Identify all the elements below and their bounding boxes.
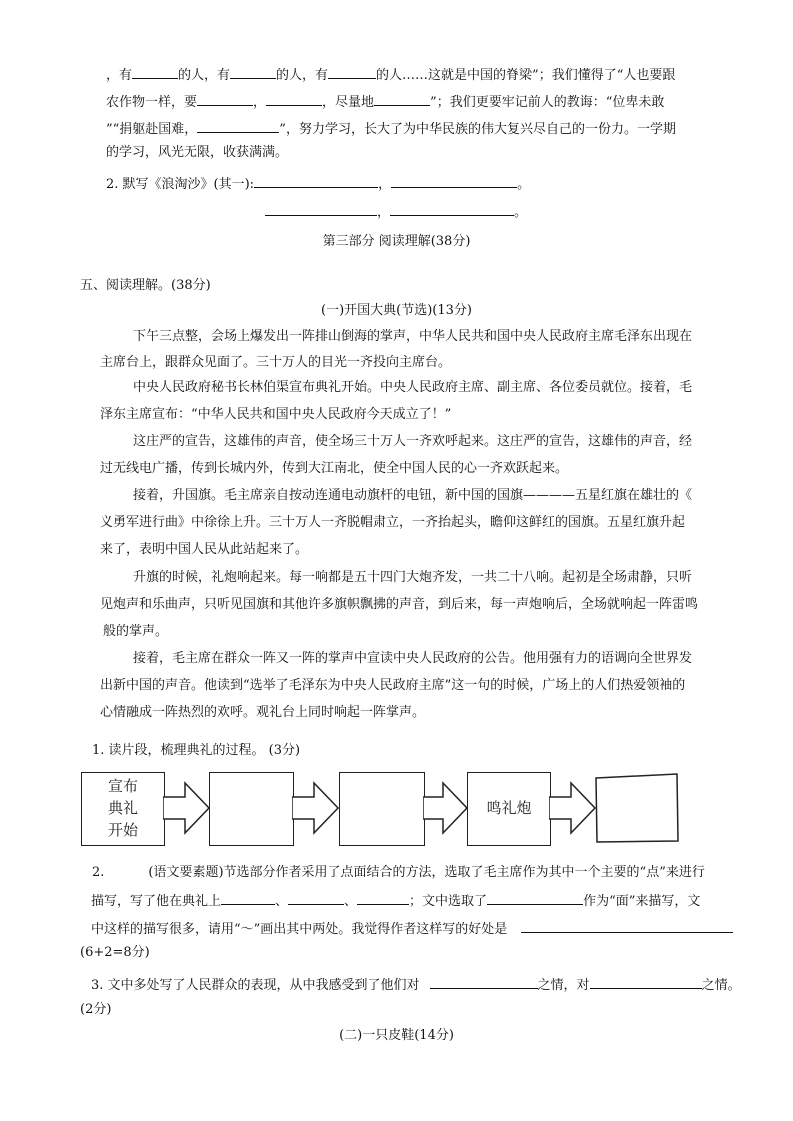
passage-line: 来了，表明中国人民从此站起来了。 [100, 542, 309, 557]
top-line-1: ，有 的人，有 的人，有 的人……这就是中国的脊梁”；我们懂得了“人也要跟 [106, 68, 676, 83]
question-3: 3. 文中多处写了人民群众的表现，从中我感受到了他们对 之情，对 之情。 [91, 978, 741, 993]
question-2: 2. (语文要素题)节选部分作者采用了点面结合的方法，选取了毛主席作为其中一个主要的“点”来进行 [92, 865, 705, 880]
passage-line: 心情融成一阵热烈的欢呼。观礼台上同时响起一阵掌声。 [100, 705, 426, 720]
passage-line: 泽东主席宣布：“中华人民共和国中央人民政府今天成立了！” [100, 407, 452, 422]
passage-line: 下午三点整，会场上爆发出一阵排山倒海的掌声，中华人民共和国中央人民政府主席毛泽东出现在 [133, 329, 693, 344]
flow-arrow-icon [292, 780, 340, 836]
passage-line: 见炮声和乐曲声，只听见国旗和其他许多旗帜飘拂的声音，到后来，每一声炮响后，全场就响起一阵雷鸣 [100, 597, 699, 612]
blank[interactable] [254, 175, 378, 188]
blank[interactable] [221, 892, 275, 905]
flow-box-2[interactable] [209, 772, 294, 846]
blank[interactable] [288, 892, 344, 905]
blank[interactable] [266, 93, 322, 106]
blank[interactable] [197, 93, 253, 106]
blank[interactable] [132, 66, 178, 79]
blank[interactable] [521, 920, 733, 933]
part-3-title: 第三部分 阅读理解(38分) [322, 234, 471, 249]
passage-line: 般的掌声。 [103, 624, 169, 639]
blank[interactable] [328, 66, 376, 79]
flow-box-1-text: 宣布 典礼 开始 [107, 777, 138, 839]
question-1: 1. 读片段，梳理典礼的过程。 (3分) [92, 743, 301, 758]
flow-arrow-icon [163, 780, 211, 836]
blank[interactable] [390, 203, 514, 216]
blank[interactable] [230, 66, 276, 79]
question-3-points: (2分) [80, 1002, 112, 1017]
top-line-3: ”“捐躯赴国难， ”，努力学习，长大了为中华民族的伟大复兴尽自己的一份力。一学期 [106, 122, 676, 137]
blank[interactable] [430, 976, 538, 989]
passage-line: 主席台上，跟群众见面了。三十万人的目光一齐投向主席台。 [100, 355, 452, 370]
flow-arrow-icon [423, 780, 469, 836]
flow-box-3[interactable] [339, 772, 425, 846]
flow-box-4-text: 鸣礼炮 [486, 799, 532, 817]
passage-line: 这庄严的宣告，这雄伟的声音，使全场三十万人一齐欢呼起来。这庄严的宣告，这雄伟的声音，经 [133, 434, 693, 449]
blank[interactable] [197, 120, 279, 133]
blank[interactable] [265, 203, 377, 216]
passage-line: 过无线电广播，传到长城内外，传到大江南北，使全中国人民的心一齐欢跃起来。 [100, 461, 569, 476]
blank[interactable] [374, 93, 430, 106]
blank[interactable] [590, 976, 702, 989]
question-2-dictation: 2. 默写《浪淘沙》(其一): ， 。 [106, 177, 531, 192]
section-5-title: 五、阅读理解。(38分) [80, 278, 211, 293]
passage-line: 出新中国的声音。他读到“选举了毛泽东为中央人民政府主席”这一句的时候，广场上的人们热爱领袖的 [100, 678, 686, 693]
passage-1-title: (一)开国大典(节选)(13分) [321, 303, 472, 318]
passage-line: 中央人民政府秘书长林伯渠宣布典礼开始。中央人民政府主席、副主席、各位委员就位。接着，毛 [133, 380, 693, 395]
blank[interactable] [391, 175, 517, 188]
top-line-4: 的学习，风光无限，收获满满。 [106, 145, 289, 160]
passage-line: 接着，升国旗。毛主席亲自按动连通电动旗杆的电钮，新中国的国旗————五星红旗在雄壮的《 [133, 488, 693, 503]
question-2-points: (6+2=8分) [80, 945, 150, 960]
question-2-line-2: 描写，写了他在典礼上 、 、 ；文中选取了 作为“面”来描写，文 [91, 894, 701, 909]
passage-line: 义勇军进行曲》中徐徐上升。三十万人一齐脱帽肃立，一齐抬起头，瞻仰这鲜红的国旗。五星红旗升起 [100, 515, 686, 530]
top-line-2: 农作物一样，要 ， ，尽量地 ”；我们更要牢记前人的教诲：“位卑未敢 [106, 95, 665, 110]
blank[interactable] [487, 892, 583, 905]
flow-arrow-icon [549, 780, 597, 836]
passage-line: 升旗的时候，礼炮响起来。每一响都是五十四门大炮齐发，一共二十八响。起初是全场肃静，只听 [133, 570, 693, 585]
question-2-dictation-line-2: ， 。 [265, 203, 527, 219]
passage-2-title: (二)一只皮鞋(14分) [339, 1028, 454, 1043]
flow-box-5[interactable] [594, 772, 680, 844]
blank[interactable] [357, 892, 409, 905]
passage-line: 接着，毛主席在群众一阵又一阵的掌声中宣读中央人民政府的公告。他用强有力的语调向全世界发 [133, 651, 693, 666]
question-2-line-3: 中这样的描写很多，请用“～”画出其中两处。我觉得作者这样写的好处是 [91, 920, 733, 936]
